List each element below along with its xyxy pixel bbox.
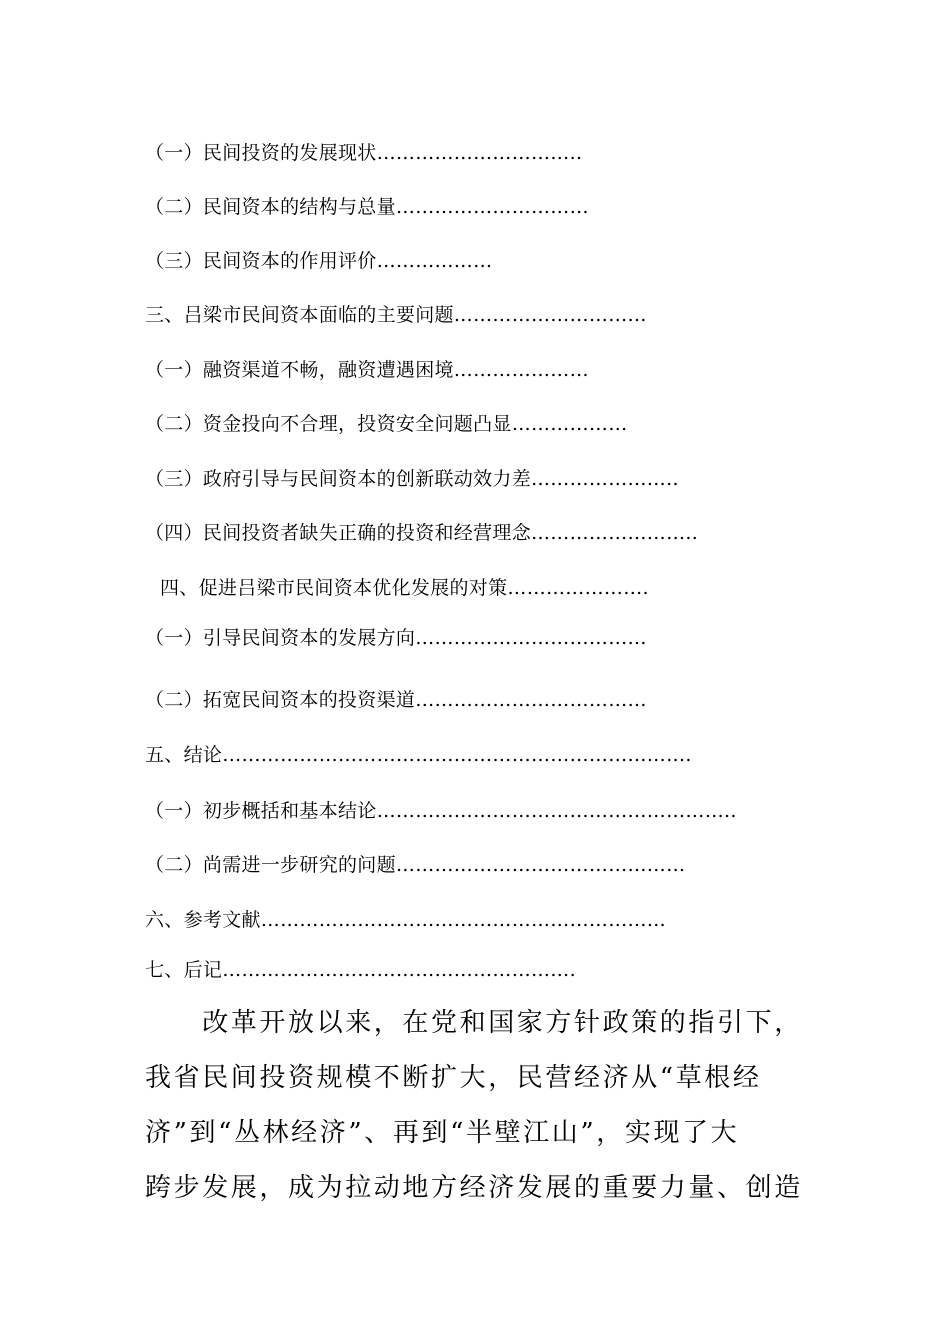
toc-entry: （二）尚需进一步研究的问题……………………………………… — [145, 854, 686, 876]
toc-entry: （二）资金投向不合理，投资安全问题凸显……………… — [145, 413, 628, 435]
toc-entry: （四）民间投资者缺失正确的投资和经营理念…………………….. — [145, 522, 699, 544]
body-line: 济”到“丛林经济”、再到“半壁江山”，实现了大 — [145, 1118, 740, 1148]
body-line: 我省民间投资规模不断扩大，民营经济从“草根经 — [145, 1063, 762, 1093]
toc-entry: （二）拓宽民间资本的投资渠道……………………………… — [145, 689, 647, 711]
toc-entry: 七、后记………………………………………………. — [145, 959, 576, 981]
toc-entry: （二）民间资本的结构与总量………………………… — [145, 196, 589, 218]
toc-entry: （一）民间投资的发展现状………………………….. — [145, 142, 583, 164]
toc-entry: 三、吕梁市民间资本面临的主要问题………………………… — [145, 304, 647, 326]
toc-entry: （一）融资渠道不畅，融资遭遇困境………………… — [145, 359, 589, 381]
toc-entry: （一）引导民间资本的发展方向……………………………… — [145, 627, 647, 649]
toc-entry: （三）民间资本的作用评价……………… — [145, 250, 493, 272]
body-paragraph — [145, 996, 810, 1216]
toc-entry: 五、结论………………………………………………………………. — [145, 744, 692, 766]
toc-entry: （三）政府引导与民间资本的创新联动效力差………………….. — [145, 468, 679, 490]
body-line: 改革开放以来，在党和国家方针政策的指引下， — [145, 1008, 803, 1038]
body-line: 跨步发展，成为拉动地方经济发展的重要力量、创造 — [145, 1173, 803, 1203]
toc-entry: （一）初步概括和基本结论……………………………………………….. — [145, 800, 737, 822]
toc-entry: 六、参考文献……………………………………………………… — [145, 909, 667, 931]
toc-entry: 四、促进吕梁市民间资本优化发展的对策…………………. — [160, 577, 649, 599]
